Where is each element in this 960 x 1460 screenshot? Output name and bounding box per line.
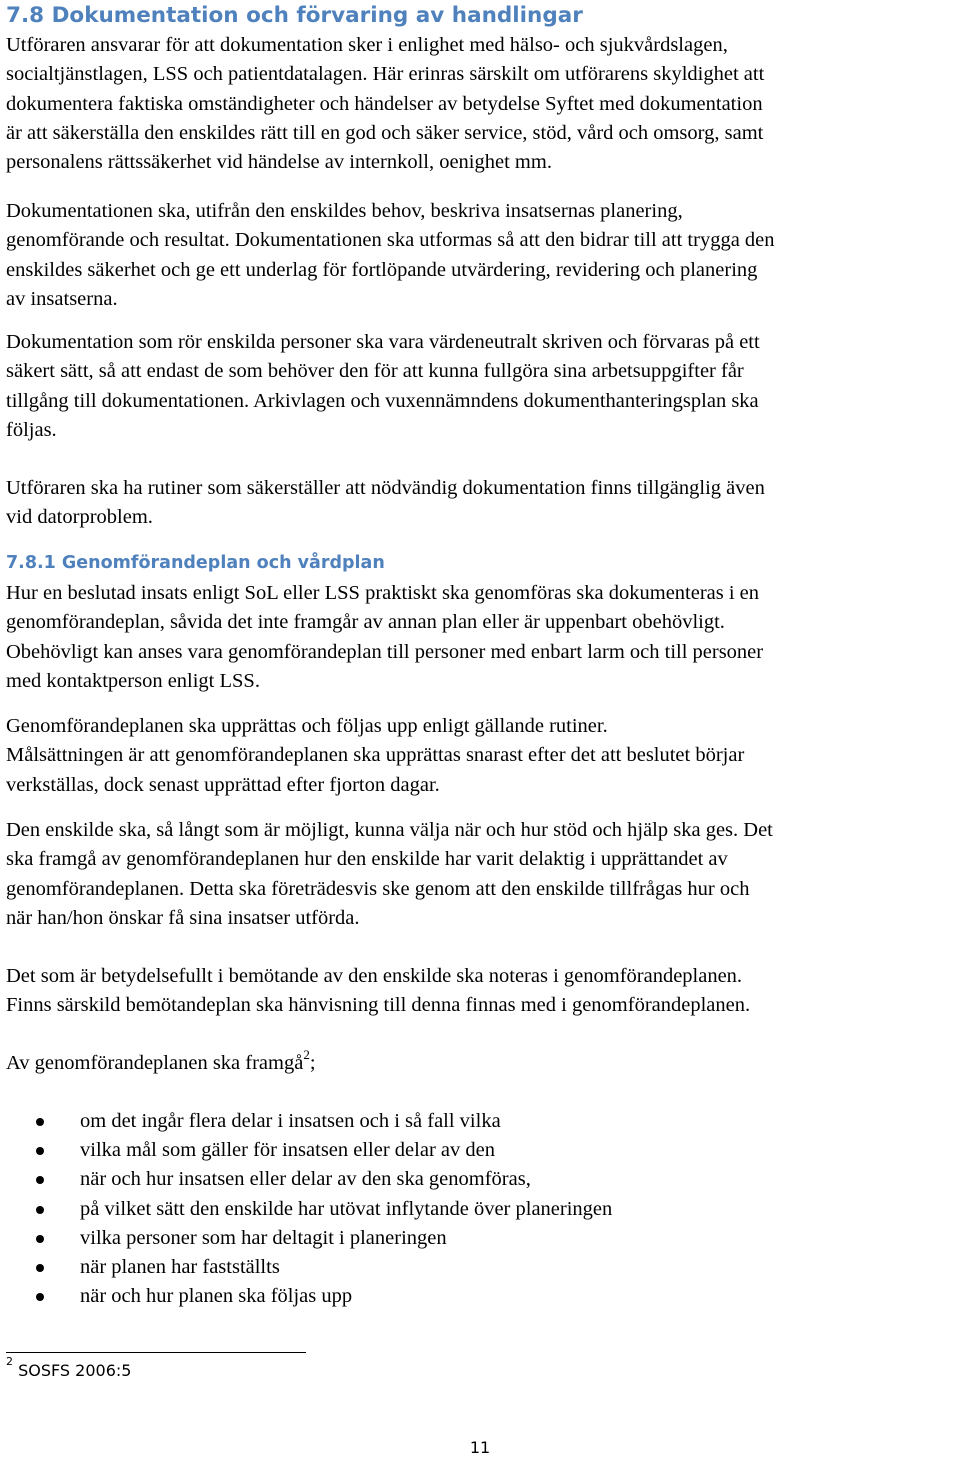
bullet-icon bbox=[36, 1206, 44, 1214]
text-line: följas. bbox=[6, 418, 57, 441]
text-line: enskildes säkerhet och ge ett underlag för fortlöpande utvärdering, revidering och planering bbox=[6, 258, 758, 281]
subsection-paragraph-4 bbox=[6, 962, 750, 1021]
section-paragraph-3 bbox=[6, 328, 760, 445]
text-line: Finns särskild bemötandeplan ska hänvisning till denna finnas med i genomförandeplanen. bbox=[6, 994, 751, 1017]
text-line: Utföraren ansvarar för att dokumentation sker i enlighet med hälso- och sjukvårdslagen, bbox=[6, 34, 728, 56]
subsection-paragraph-2 bbox=[6, 712, 744, 800]
text-line: Dokumentationen ska, utifrån den enskildes behov, beskriva insatsernas planering, bbox=[6, 200, 683, 222]
text-line: är att säkerställa den enskildes rätt till en god och säker service, stöd, vård och omsorg, samt bbox=[6, 121, 764, 144]
section-paragraph-2 bbox=[6, 197, 775, 314]
list-intro-text: Av genomförandeplanen ska framgå bbox=[6, 1052, 304, 1074]
section-paragraph-1 bbox=[6, 31, 764, 177]
text-line: socialtjänstlagen, LSS och patientdatalagen. Här erinras särskilt om utförarens skyldighet att bbox=[6, 63, 765, 86]
list-intro-tail: ; bbox=[309, 1052, 316, 1074]
footnote-text: SOSFS 2006:5 bbox=[18, 1361, 132, 1380]
section-paragraph-4 bbox=[6, 474, 765, 533]
text-line: Hur en beslutad insats enligt SoL eller LSS praktiskt ska genomföras ska dokumenteras i en bbox=[6, 582, 760, 604]
text-line: tillgång till dokumentationen. Arkivlagen och vuxennämndens dokumenthanteringsplan ska bbox=[6, 389, 759, 412]
text-line: verkställas, dock senast upprättad efter fjorton dagar. bbox=[6, 773, 440, 796]
bullet-icon bbox=[36, 1176, 44, 1184]
text-line: Dokumentation som rör enskilda personer ska vara värdeneutralt skriven och förvaras på ett bbox=[6, 331, 760, 353]
list-item bbox=[0, 1165, 612, 1194]
list-item-text: när planen har fastställts bbox=[80, 1255, 280, 1278]
footnote-reference[interactable]: 2 bbox=[303, 1047, 310, 1063]
text-line: genomförandeplan, såvida det inte framgår av annan plan eller är uppenbart obehövligt. bbox=[6, 611, 725, 634]
footnote-marker: 2 bbox=[6, 1354, 13, 1368]
text-line: dokumentera faktiska omständigheter och händelser av betydelse Syftet med dokumentation bbox=[6, 92, 763, 115]
bullet-icon bbox=[36, 1147, 44, 1155]
text-line: Den enskilde ska, så långt som är möjligt, kunna välja när och hur stöd och hjälp ska ges. Det bbox=[6, 819, 773, 841]
text-line: Det som är betydelsefullt i bemötande av den enskilde ska noteras i genomförandeplanen. bbox=[6, 965, 743, 987]
list-item bbox=[0, 1282, 612, 1311]
list-item bbox=[0, 1107, 612, 1136]
footnote-separator bbox=[6, 1352, 306, 1353]
text-line: ska framgå av genomförandeplanen hur den enskilde har varit delaktig i upprättandet av bbox=[6, 848, 728, 871]
text-line: genomförandeplanen. Detta ska företrädesvis ske genom att den enskilde tillfrågas hur och bbox=[6, 877, 750, 900]
text-line: Utföraren ska ha rutiner som säkerställer att nödvändig dokumentation finns tillgänglig även bbox=[6, 477, 765, 499]
text-line: personalens rättssäkerhet vid händelse av internkoll, oenighet mm. bbox=[6, 151, 552, 174]
text-line: Genomförandeplanen ska upprättas och följas upp enligt gällande rutiner. bbox=[6, 715, 608, 737]
subsection-heading: 7.8.1 Genomförandeplan och vårdplan bbox=[6, 553, 385, 573]
text-line: säkert sätt, så att endast de som behöver den för att kunna fullgöra sina arbetsuppgifter får bbox=[6, 360, 744, 383]
subsection-paragraph-1 bbox=[6, 579, 763, 696]
list-item bbox=[0, 1224, 612, 1253]
list-intro bbox=[6, 1049, 316, 1078]
bullet-icon bbox=[36, 1235, 44, 1243]
bullet-icon bbox=[36, 1264, 44, 1272]
subsection-paragraph-3 bbox=[6, 816, 773, 933]
list-item-text: på vilket sätt den enskilde har utövat inflytande över planeringen bbox=[80, 1197, 613, 1220]
list-item-text: vilka personer som har deltagit i planeringen bbox=[80, 1226, 447, 1249]
text-line: när han/hon önskar få sina insatser utförda. bbox=[6, 906, 360, 929]
bullet-icon bbox=[36, 1293, 44, 1301]
text-line: vid datorproblem. bbox=[6, 506, 153, 529]
list-item-text: om det ingår flera delar i insatsen och i så fall vilka bbox=[80, 1110, 501, 1132]
list-item bbox=[0, 1136, 612, 1165]
list-item-text: när och hur insatsen eller delar av den ska genomföras, bbox=[80, 1168, 531, 1191]
bullet-icon bbox=[36, 1118, 44, 1126]
list-item bbox=[0, 1253, 612, 1282]
text-line: av insatserna. bbox=[6, 287, 118, 310]
list-item bbox=[0, 1195, 612, 1224]
list-item-text: när och hur planen ska följas upp bbox=[80, 1285, 353, 1308]
text-line: genomförande och resultat. Dokumentationen ska utformas så att den bidrar till att trygga den bbox=[6, 229, 775, 252]
text-line: Obehövligt kan anses vara genomförandeplan till personer med enbart larm och till personer bbox=[6, 640, 764, 663]
page-number: 11 bbox=[469, 1438, 491, 1457]
text-line: Målsättningen är att genomförandeplanen ska upprättas snarast efter det att beslutet börjar bbox=[6, 744, 745, 767]
list-item-text: vilka mål som gäller för insatsen eller delar av den bbox=[80, 1139, 495, 1162]
section-heading: 7.8 Dokumentation och förvaring av handlingar bbox=[6, 3, 583, 28]
text-line: med kontaktperson enligt LSS. bbox=[6, 669, 260, 692]
requirements-list bbox=[0, 1107, 612, 1311]
footnote bbox=[6, 1354, 132, 1382]
